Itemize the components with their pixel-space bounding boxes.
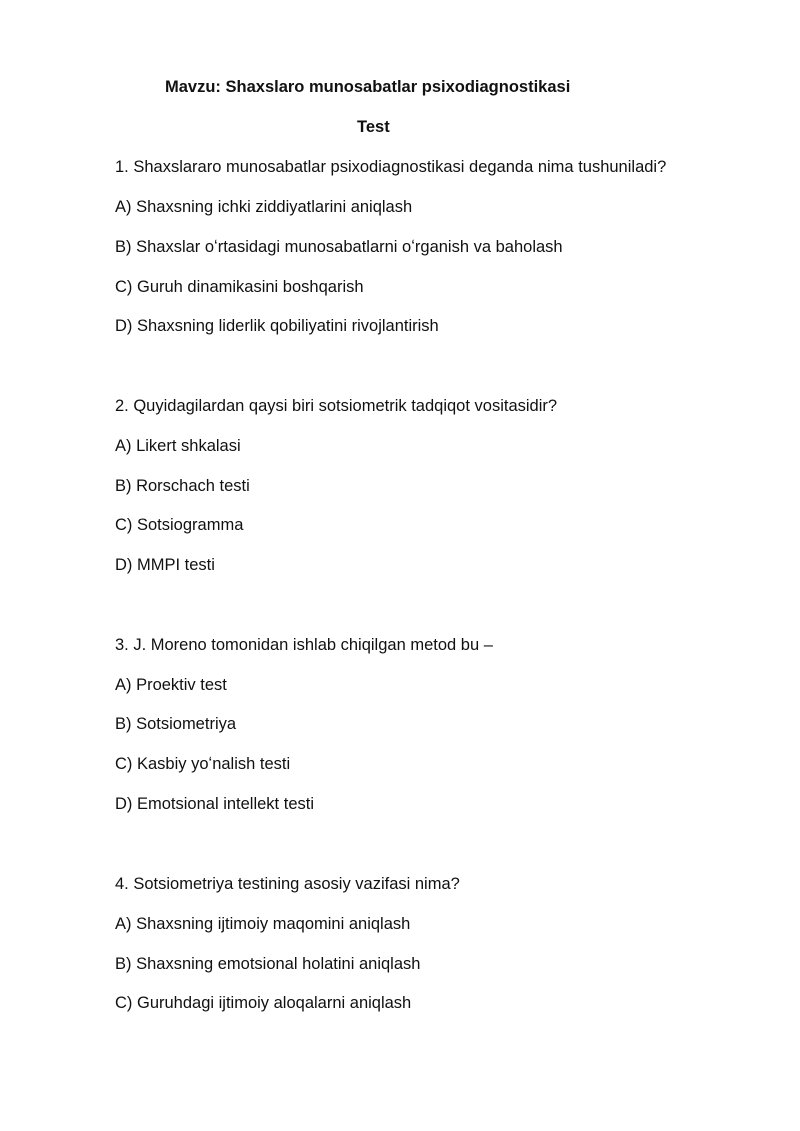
question-3-text: 3. J. Moreno tomonidan ishlab chiqilgan metod bu – xyxy=(115,636,493,654)
question-2-option-a: A) Likert shkalasi xyxy=(115,437,241,455)
question-3-option-d: D) Emotsional intellekt testi xyxy=(115,795,314,813)
question-3-option-b: B) Sotsiometriya xyxy=(115,715,237,733)
question-4-text: 4. Sotsiometriya testining asosiy vazifasi nima? xyxy=(115,875,460,893)
question-1-text: 1. Shaxslararo munosabatlar psixodiagnostikasi deganda nima tushuniladi? xyxy=(115,158,667,176)
question-2-text: 2. Quyidagilardan qaysi biri sotsiometrik tadqiqot vositasidir? xyxy=(115,397,558,415)
question-3-option-a: A) Proektiv test xyxy=(115,676,227,694)
question-1-option-c: C) Guruh dinamikasini boshqarish xyxy=(115,278,364,296)
question-2-option-c: C) Sotsiogramma xyxy=(115,516,244,534)
question-2-option-b: B) Rorschach testi xyxy=(115,477,250,495)
question-1-option-b: B) Shaxslar oʻrtasidagi munosabatlarni oʻrganish va baholash xyxy=(115,238,563,256)
document-subtitle: Test xyxy=(357,118,390,136)
question-4-option-a: A) Shaxsning ijtimoiy maqomini aniqlash xyxy=(115,915,411,933)
question-2-option-d: D) MMPI testi xyxy=(115,556,215,574)
question-4-option-b: B) Shaxsning emotsional holatini aniqlash xyxy=(115,955,421,973)
question-1-option-a: A) Shaxsning ichki ziddiyatlarini aniqlash xyxy=(115,198,413,216)
question-4-option-c: C) Guruhdagi ijtimoiy aloqalarni aniqlash xyxy=(115,994,412,1012)
document-title: Mavzu: Shaxslaro munosabatlar psixodiagnostikasi xyxy=(165,78,571,96)
question-1-option-d: D) Shaxsning liderlik qobiliyatini rivojlantirish xyxy=(115,317,439,335)
question-3-option-c: C) Kasbiy yoʻnalish testi xyxy=(115,755,291,773)
